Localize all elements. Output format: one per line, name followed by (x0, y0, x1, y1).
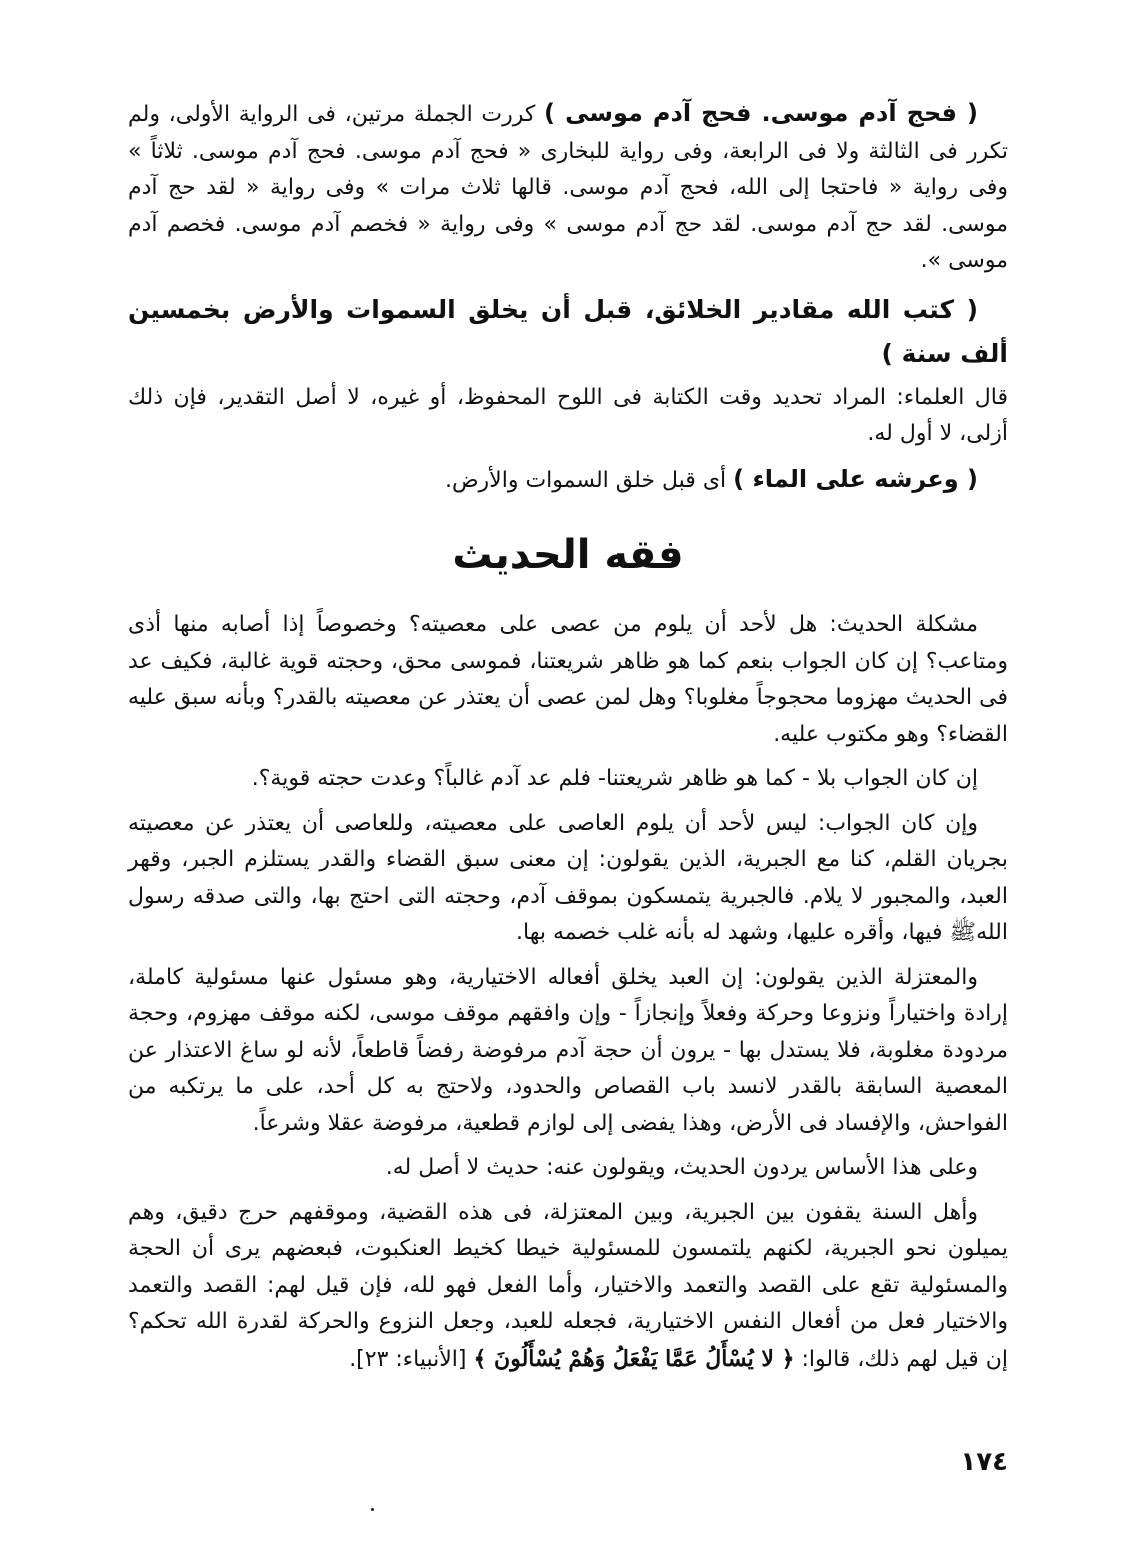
paragraph-6 (128, 806, 1008, 952)
paragraph-9-text: وأهل السنة يقفون بين الجبرية، وبين المعتزلة، فى هذه القضية، وموقفهم حرج دقيق، وهم يميلون نحو الجبرية، لكنهم يلتمسون للمسئولية خيطا كخيط العنكبوت، فبعضهم يرى أن الحجة والمسئولية تقع على القصد والتعمد والاختيار، وأما الفعل فهو لله، فإن قيل لهم: القصد والتعمد والاختيار فعل من أفعال النفس الاختيارية، فجعله للعبد، وجعل النزوع والحركة لقدرة الله تحكم؟ إن قيل لهم ذلك، قالوا: (128, 1199, 1008, 1372)
page-number: ١٧٤ (960, 1447, 1008, 1477)
paragraph-6-before: وإن كان الجواب: ليس لأحد أن يلوم العاصى على معصيته، وللعاصى أن يعتذر عن معصيته بجريان القلم، كنا مع الجبرية، الذين يقولون: إن معنى سبق القضاء والقدر يستلزم الجبر، وقهر العبد، والمجبور لا يلام. فالجبرية يتمسكون بموقف آدم، وحجته التى احتج بها، والتى صدقه رسول الله (128, 810, 1008, 945)
paragraph-8: وعلى هذا الأساس يردون الحديث، ويقولون عنه: حديث لا أصل له. (385, 1155, 978, 1180)
paragraph-7: والمعتزلة الذين يقولون: إن العبد يخلق أفعاله الاختيارية، وهو مسئول عنها مسئولية كاملة، إرادة واختياراً ونزوعا وحركة وفعلاً وإنجازاً - وإن وافقهم موقف موسى، لكنه موقف مهزوم، وحجة مردودة مغلوبة، فلا يستدل بها - يرون أن حجة آدم مرفوضة رفضاً قاطعاً، لأنه لو ساغ الاعتذار عن المعصية السابقة بالقدر لانسد باب القصاص والحدود، ولاحتج به كل أحد، على ما يرتكبه من الفواحش، والإفساد فى الأرض، وهذا يفضى إلى لوازم قطعية، مرفوضة عقلا وشرعاً. (128, 964, 1008, 1136)
hadith-quote-2: ( كتب الله مقادير الخلائق، قبل أن يخلق السموات والأرض بخمسين ألف سنة ) (128, 294, 1008, 368)
page-body (128, 95, 1008, 1386)
quran-verse: ﴿ لا يُسْأَلُ عَمَّا يَفْعَلُ وَهُمْ يُسْأَلُونَ ﴾ (473, 1345, 795, 1372)
hadith-quote-1: ( فحج آدم موسى. فحج آدم موسى ) (544, 99, 978, 127)
paragraph-1-text: كررت الجملة مرتين، فى الرواية الأولى، ولم تكرر فى الثالثة ولا فى الرابعة، وفى رواية للبخارى « فحج آدم موسى. فحج آدم موسى. ثلاثاً » وفى رواية « فاحتجا إلى الله، فحج آدم موسى. قالها ثلاث مرات » وفى رواية « لقد حج آدم موسى. لقد حج آدم موسى. لقد حج آدم موسى » وفى رواية « فخصم آدم موسى. فخصم آدم موسى ». (128, 102, 1008, 273)
paragraph-5: إن كان الجواب بلا - كما هو ظاهر شريعتنا- فلم عد آدم غالباً؟ وعدت حجته قوية؟. (251, 766, 978, 791)
paragraph-1 (128, 95, 1008, 280)
paragraph-4: مشكلة الحديث: هل لأحد أن يلوم من عصى على معصيته؟ وخصوصاً إذا أصابه منها أذى ومتاعب؟ إن كان الجواب بنعم كما هو ظاهر شريعتنا، فموسى محق، وحجته قوية غالبة، فكيف عد فى الحديث مهزوما محجوجاً مغلوبا؟ وهل لمن عصى أن يعتذر عن معصيته بالقدر؟ وبأنه سبق عليه القضاء؟ وهو مكتوب عليه. (128, 612, 1008, 747)
paragraph-6-after: فيها، وأقره عليها، وشهد له بأنه غلب خصمه بها. (516, 920, 950, 945)
paragraph-2: قال العلماء: المراد تحديد وقت الكتابة فى اللوح المحفوظ، أو غيره، لا أصل التقدير، فإن ذلك أزلى، لا أول له. (128, 384, 1008, 446)
paragraph-3 (128, 461, 1008, 500)
hadith-quote-3: ( وعرشه على الماء ) (733, 464, 978, 493)
paragraph-9 (128, 1195, 1008, 1379)
salawat-glyph: ﷺ (949, 920, 977, 945)
section-title: فقه الحديث (452, 532, 684, 578)
scan-speck (371, 1508, 374, 1511)
paragraph-3-text: أى قبل خلق السموات والأرض. (444, 467, 734, 493)
verse-citation: [الأنبياء: ٢٣]. (349, 1346, 474, 1372)
